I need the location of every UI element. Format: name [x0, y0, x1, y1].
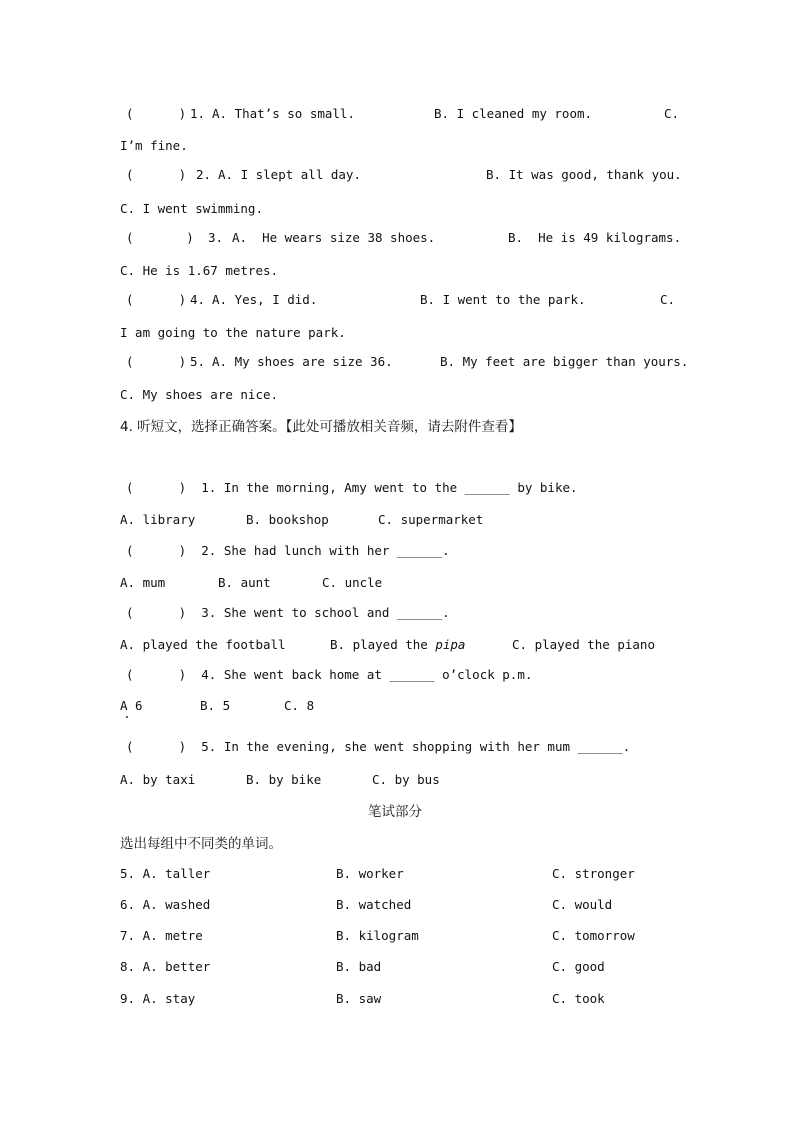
q3-2-option-c: C. I went swimming.: [120, 201, 263, 216]
q4-3-stem: ( ) 3. She went to school and ______.: [126, 605, 450, 620]
q4-5-stem: ( ) 5. In the evening, she went shopping with her mum ______.: [126, 739, 631, 754]
q4-3-option-a: A. played the football: [120, 637, 286, 652]
word-row-7-option-b: B. kilogram: [336, 928, 419, 943]
q4-3-option-b-prefix: B. played the: [330, 637, 436, 652]
word-row-6-option-c: C. would: [552, 897, 613, 912]
word-row-8-option-c: C. good: [552, 959, 605, 974]
q4-4-stem: ( ) 4. She went back home at ______ o’clock p.m.: [126, 667, 533, 682]
q3-4-option-c-label: C.: [660, 292, 676, 307]
q4-1-option-a: A. library: [120, 512, 196, 527]
written-instruction: 选出每组中不同类的单词。: [120, 836, 282, 852]
q3-1-option-c-text: I’m fine.: [120, 138, 188, 153]
q3-1-option-b: B. I cleaned my room.: [434, 106, 593, 121]
word-row-7-option-a: 7. A. metre: [120, 928, 203, 943]
q3-2-number: 2.: [196, 167, 212, 182]
q4-2-option-a: A. mum: [120, 575, 166, 590]
word-row-8-option-a: 8. A. better: [120, 959, 211, 974]
q3-5-option-b: B. My feet are bigger than yours.: [440, 354, 689, 369]
q3-1-bracket: ( ): [126, 106, 187, 121]
q4-4-option-c: C. 8: [284, 698, 315, 713]
q4-3-option-b: [330, 637, 465, 652]
q4-1-option-b: B. bookshop: [246, 512, 329, 527]
q3-3-number: 3.: [208, 230, 224, 245]
q3-4-bracket: ( ): [126, 292, 187, 307]
q3-4-option-b: B. I went to the park.: [420, 292, 586, 307]
word-row-8-option-b: B. bad: [336, 959, 382, 974]
word-row-6-option-b: B. watched: [336, 897, 412, 912]
q4-5-option-c: C. by bus: [372, 772, 440, 787]
q3-5-number: 5.: [190, 354, 206, 369]
q3-3-option-b: B. He is 49 kilograms.: [508, 230, 682, 245]
q3-2-option-a: A. I slept all day.: [218, 167, 361, 182]
q4-3-option-b-italic: pipa: [435, 637, 466, 652]
q4-2-option-b: B. aunt: [218, 575, 271, 590]
word-row-9-option-c: C. took: [552, 991, 605, 1006]
q3-2-option-b: B. It was good, thank you.: [486, 167, 682, 182]
written-section-title: 笔试部分: [368, 804, 422, 820]
q3-1-number: 1.: [190, 106, 206, 121]
section-4-heading: 4. 听短文，选择正确答案。【此处可播放相关音频，请去附件查看】: [120, 419, 522, 435]
q3-3-option-a: A. He wears size 38 shoes.: [232, 230, 436, 245]
q4-4-option-b: B. 5: [200, 698, 231, 713]
q4-1-option-c: C. supermarket: [378, 512, 484, 527]
q4-4-option-a: A 6: [120, 698, 143, 713]
q3-4-option-a: A. Yes, I did.: [212, 292, 318, 307]
q3-1-option-a: A. That’s so small.: [212, 106, 355, 121]
q4-5-option-b: B. by bike: [246, 772, 322, 787]
q4-1-stem: ( ) 1. In the morning, Amy went to the ______ by bike.: [126, 480, 578, 495]
word-row-6-option-a: 6. A. washed: [120, 897, 211, 912]
word-row-9-option-a: 9. A. stay: [120, 991, 196, 1006]
q4-5-option-a: A. by taxi: [120, 772, 196, 787]
word-row-5-option-a: 5. A. taller: [120, 866, 211, 881]
word-row-7-option-c: C. tomorrow: [552, 928, 635, 943]
q3-5-option-a: A. My shoes are size 36.: [212, 354, 393, 369]
stray-dot: [126, 716, 128, 718]
q4-2-stem: ( ) 2. She had lunch with her ______.: [126, 543, 450, 558]
q3-4-number: 4.: [190, 292, 206, 307]
q3-2-bracket: ( ): [126, 167, 187, 182]
word-row-5-option-c: C. stronger: [552, 866, 635, 881]
q4-3-option-c: C. played the piano: [512, 637, 655, 652]
q3-5-option-c: C. My shoes are nice.: [120, 387, 279, 402]
q3-1-option-c-label: C.: [664, 106, 680, 121]
q3-4-option-c-text: I am going to the nature park.: [120, 325, 346, 340]
q3-5-bracket: ( ): [126, 354, 187, 369]
word-row-5-option-b: B. worker: [336, 866, 404, 881]
q3-3-option-c: C. He is 1.67 metres.: [120, 263, 279, 278]
q4-2-option-c: C. uncle: [322, 575, 383, 590]
word-row-9-option-b: B. saw: [336, 991, 382, 1006]
q3-3-bracket: ( ): [126, 230, 194, 245]
